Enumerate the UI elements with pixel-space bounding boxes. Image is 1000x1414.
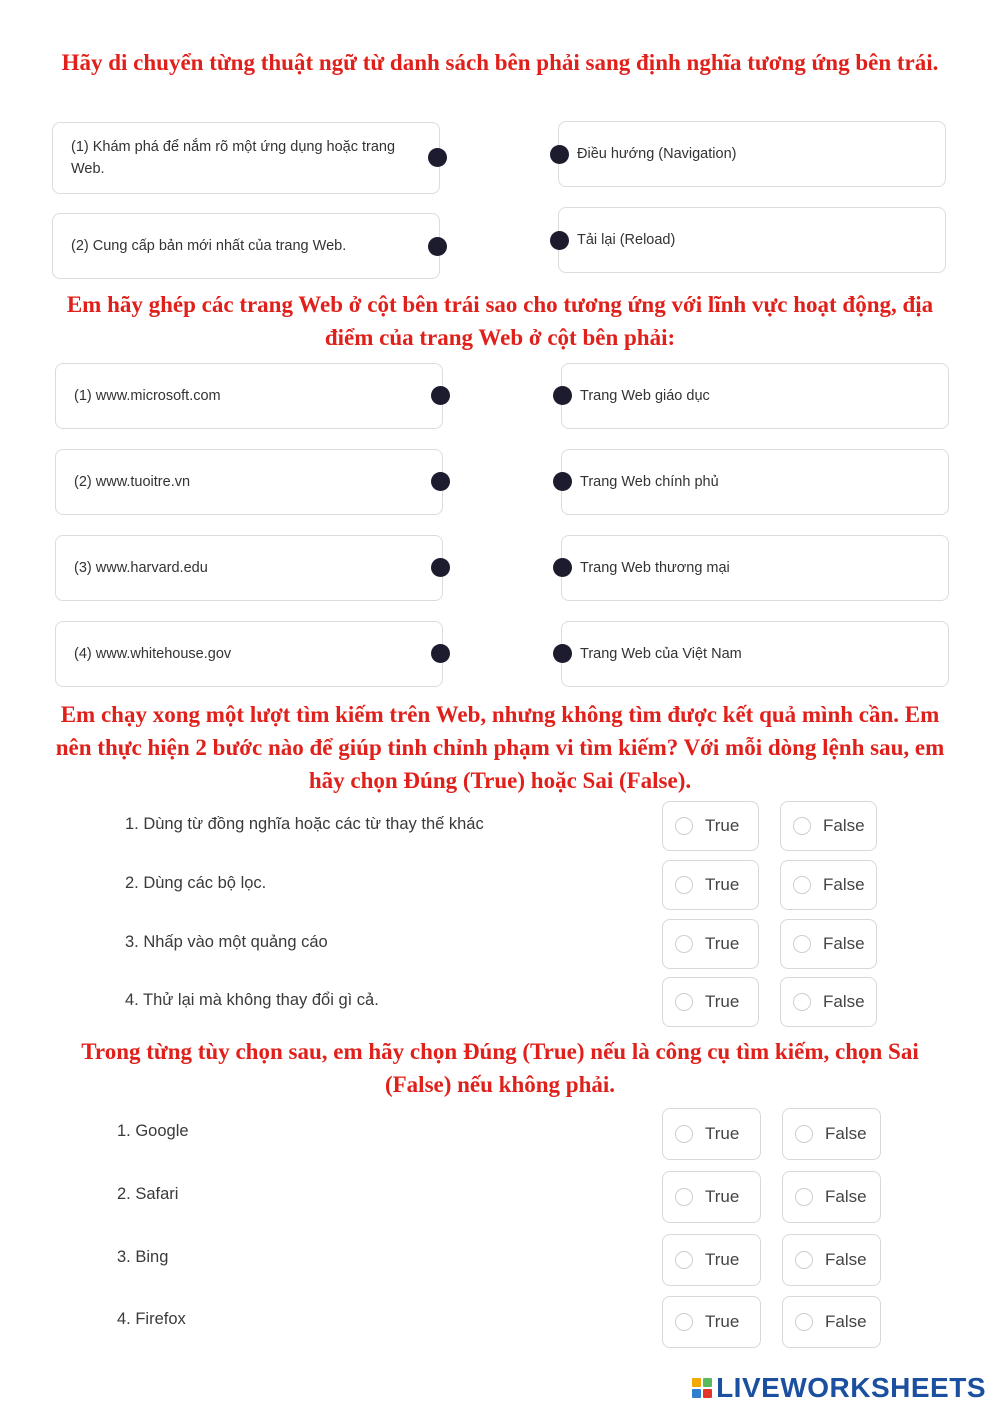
false-label: False [825,1124,867,1143]
connector-dot-right-2[interactable] [550,231,569,250]
radio-icon[interactable] [675,1313,693,1331]
radio-icon[interactable] [793,876,811,894]
radio-icon[interactable] [675,817,693,835]
connector-dot-left-4[interactable] [431,644,450,663]
category-card-4[interactable] [561,621,949,687]
true-label: True [705,934,740,953]
radio-icon[interactable] [795,1313,813,1331]
website-card-3 [55,535,443,601]
false-option[interactable] [780,919,877,969]
tool-2: 2. Safari [117,1185,179,1203]
term-text: Tải lại (Reload) [577,232,676,248]
website-text: (3) www.harvard.edu [74,560,208,576]
connector-dot-right-1[interactable] [550,145,569,164]
radio-icon[interactable] [675,1125,693,1143]
term-definition-card-2 [52,213,440,279]
false-label: False [825,1312,867,1331]
definition-text: (1) Khám phá để nắm rõ một ứng dụng hoặc trang Web. [71,139,396,177]
statement-2: 2. Dùng các bộ lọc. [125,874,267,892]
true-label: True [705,816,740,835]
statement-4: 4. Thử lại mà không thay đổi gì cả. [125,991,379,1009]
false-option[interactable] [782,1234,881,1286]
statement-1: 1. Dùng từ đồng nghĩa hoặc các từ thay thế khác [125,815,484,833]
term-card-reload[interactable] [558,207,946,273]
true-option[interactable] [662,860,759,910]
false-option[interactable] [782,1108,881,1160]
true-option[interactable] [662,1234,761,1286]
section3-heading: Em chạy xong một lượt tìm kiếm trên Web, nhưng không tìm được kết quả mình cần. Em nên thực hiện 2 bước nào để giúp tinh chỉnh phạm vi tìm kiếm? Với mỗi dòng lệnh sau, em hãy chọn Đúng (True) hoặc Sai (False). [55,702,945,793]
category-card-1[interactable] [561,363,949,429]
category-text: Trang Web của Việt Nam [580,646,742,662]
false-option[interactable] [780,977,877,1027]
term-text: Điều hướng (Navigation) [577,146,737,162]
connector-dot-left-3[interactable] [431,558,450,577]
connector-dot-right-3[interactable] [553,558,572,577]
category-text: Trang Web chính phủ [580,474,719,490]
radio-icon[interactable] [675,1251,693,1269]
true-option[interactable] [662,977,759,1027]
website-card-1 [55,363,443,429]
category-card-2[interactable] [561,449,949,515]
section2-heading: Em hãy ghép các trang Web ở cột bên trái sao cho tương ứng với lĩnh vực hoạt động, địa điểm của trang Web ở cột bên phải: [66,292,934,350]
connector-dot-left-1[interactable] [431,386,450,405]
true-label: True [705,875,740,894]
category-card-3[interactable] [561,535,949,601]
false-label: False [823,816,865,835]
connector-dot-right-4[interactable] [553,644,572,663]
connector-dot-left-1[interactable] [428,148,447,167]
false-label: False [823,875,865,894]
connector-dot-left-2[interactable] [431,472,450,491]
statement-3: 3. Nhấp vào một quảng cáo [125,933,328,951]
category-text: Trang Web giáo dục [580,388,710,404]
false-option[interactable] [780,801,877,851]
false-label: False [823,992,865,1011]
radio-icon[interactable] [675,935,693,953]
radio-icon[interactable] [795,1188,813,1206]
tool-3: 3. Bing [117,1248,169,1266]
tool-1: 1. Google [117,1122,189,1140]
term-definition-card-1 [52,122,440,194]
website-text: (4) www.whitehouse.gov [74,646,232,662]
radio-icon[interactable] [793,993,811,1011]
true-option[interactable] [662,1296,761,1348]
liveworksheets-logo [692,1372,986,1404]
connector-dot-right-1[interactable] [553,386,572,405]
false-option[interactable] [780,860,877,910]
website-text: (2) www.tuoitre.vn [74,474,191,490]
logo-icon [692,1378,712,1398]
radio-icon[interactable] [795,1125,813,1143]
false-label: False [823,934,865,953]
false-label: False [825,1187,867,1206]
website-card-4 [55,621,443,687]
definition-text: (2) Cung cấp bản mới nhất của trang Web. [71,238,347,254]
connector-dot-left-2[interactable] [428,237,447,256]
website-text: (1) www.microsoft.com [74,388,221,404]
false-option[interactable] [782,1171,881,1223]
logo-text: LIVEWORKSHEETS [716,1372,986,1403]
true-label: True [705,1187,740,1206]
true-label: True [705,1312,740,1331]
true-option[interactable] [662,1171,761,1223]
true-label: True [705,1250,740,1269]
section1-heading: Hãy di chuyển từng thuật ngữ từ danh sách bên phải sang định nghĩa tương ứng bên trái. [61,50,939,75]
radio-icon[interactable] [793,935,811,953]
true-option[interactable] [662,801,759,851]
radio-icon[interactable] [675,993,693,1011]
true-option[interactable] [662,919,759,969]
radio-icon[interactable] [793,817,811,835]
false-label: False [825,1250,867,1269]
radio-icon[interactable] [675,876,693,894]
category-text: Trang Web thương mại [580,560,730,576]
tool-4: 4. Firefox [117,1310,186,1328]
true-option[interactable] [662,1108,761,1160]
true-label: True [705,1124,740,1143]
section4-heading: Trong từng tùy chọn sau, em hãy chọn Đúng (True) nếu là công cụ tìm kiếm, chọn Sai (False) nếu không phải. [81,1039,919,1097]
false-option[interactable] [782,1296,881,1348]
true-label: True [705,992,740,1011]
website-card-2 [55,449,443,515]
radio-icon[interactable] [795,1251,813,1269]
term-card-navigation[interactable] [558,121,946,187]
radio-icon[interactable] [675,1188,693,1206]
connector-dot-right-2[interactable] [553,472,572,491]
